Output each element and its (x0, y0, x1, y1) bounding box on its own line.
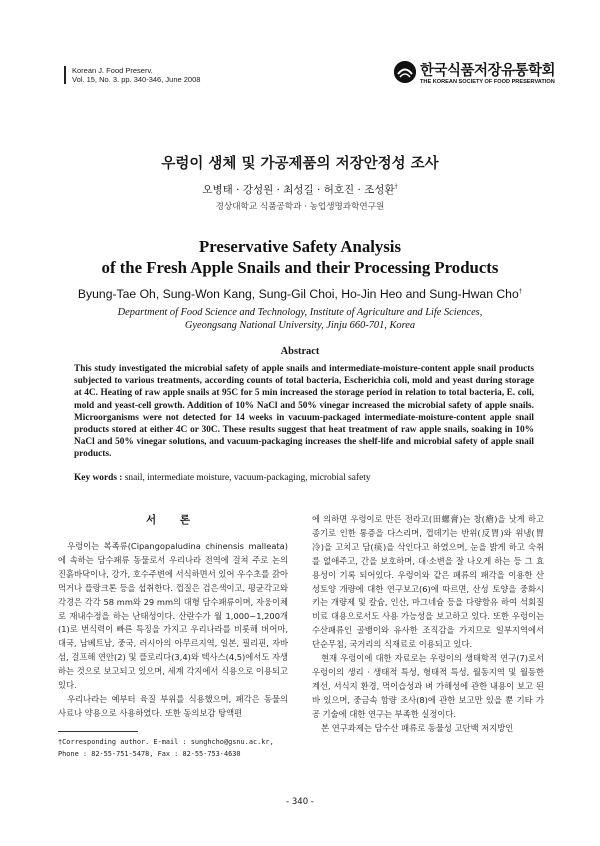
korean-author-names: 오병태 · 강성원 · 최성길 · 허호진 · 조성환 (202, 184, 395, 196)
journal-citation (64, 66, 200, 84)
society-logo (394, 60, 556, 90)
intro-paragraph: 우리나라는 예부터 육질 부위를 식용했으며, 패각은 동물의 사료나 약용으로 사용하였다. 또한 동의보감 탕액편 (58, 693, 288, 718)
intro-paragraph: 현재 우렁이에 대한 자료로는 우렁이의 생태학적 연구(7)로서 우렁이의 생리 · 생태적 특성, 형태적 특성, 월동지역 및 월동한계선, 서식지 환경, 먹이습성과 벼 가해성에 관한 내용이 보고 된바 있으며, 중금속 함량 조사(8)에 관한 보고만 있을 뿐 기타 가공 기술에 대한 연구는 부족한 실정이다. (312, 653, 544, 719)
keywords (74, 473, 371, 483)
corresponding-author-footnote (58, 737, 298, 760)
intro-paragraph: 본 연구과제는 담수산 패류로 동물성 고단백 저지방인 (321, 722, 514, 733)
right-column (312, 513, 544, 736)
intro-paragraph: 에 의하면 우렁이로 만든 전라고(田螺膏)는 창(瘡)을 낫게 하고 종기로 인한 통증을 다스리며, 껍데기는 반위(反胃)와 위냉(胃冷)을 고치고 담(痰)을 삭인다고 하였으며, 눈을 밝게 하고 숙취를 없애주고, 간을 보호하며, 대·소변을 잘 나오게 하는 등 그 효용성이 기록 되어있다. 우렁이와 같은 패류의 패각을 이용한 산성토양 개량에 대한 연구보고(6)에 따르면, 산성 토양을 중화시키는 개량제 및 칼슘, 인산, 마그네슘 등을 다량함유 하여 석회질비료 대용으로서도 사용 가능성을 보고하고 있다. 또한 우렁이는 수산패류인 골뱅이와 유사한 조직감을 가지므로 일부지역에서 단순무침, 국거리의 식재료로 이용되고 있다. (312, 514, 544, 650)
left-column (58, 540, 288, 721)
english-affiliation-line-1: Department of Food Science and Technology, Institute of Agriculture and Life Sciences, (117, 307, 483, 318)
society-name-english: THE KOREAN SOCIETY OF FOOD PRESERVATION (420, 79, 555, 85)
english-author-names: Byung-Tae Oh, Sung-Won Kang, Sung-Gil Choi, Ho-Jin Heo and Sung-Hwan Cho (77, 287, 519, 301)
english-title-line-1: Preservative Safety Analysis (199, 237, 401, 256)
page-number: - 340 - (286, 797, 314, 807)
footnote-email: †Corresponding author. E-mail : sunghcho@gsnu.ac.kr, (58, 738, 274, 746)
keywords-label: Key words : (74, 473, 123, 483)
footnote-divider (58, 731, 138, 732)
keywords-list: snail, intermediate moisture, vacuum-packaging, microbial safety (124, 473, 371, 483)
corresponding-mark: † (394, 183, 398, 191)
korean-authors (0, 182, 600, 197)
journal-issue: Vol. 15, No. 3. pp. 340-346, June 2008 (72, 75, 201, 84)
abstract-text: This study investigated the microbial safety of apple snails and intermediate-moisture-content apple snail products subjected to various treatments, according counts of total bacteria, Escherichia coli, mold and yeast during storage at 4C. Heating of raw apple snails at 95C for 5 min increased the storage period in relation to total bacteria, E. coli, mold and yeast-cell growth. Addition of 10% NaCl and 50% vinegar increased the microbial safety of apple snails. Microorganisms were not detected for 14 weeks in vacuum-packaged intermediate-moisture-content apple snail products stored at either 4C or 30C. These results suggest that heat treatment of raw apple snails, soaking in 10% NaCl and 50% vinegar solutions, and vacuum-packaging increases the shelf-life and microbial safety of apple snail products. (74, 364, 534, 460)
english-title-line-2: of the Fresh Apple Snails and their Processing Products (101, 258, 499, 277)
korean-title: 우렁이 생체 및 가공제품의 저장안정성 조사 (161, 156, 439, 172)
english-authors (0, 287, 600, 301)
english-corresponding-mark: † (518, 288, 523, 295)
abstract-heading: Abstract (280, 346, 320, 357)
english-affiliation (0, 306, 600, 332)
korean-affiliation: 경상대학교 식품공학과 · 농업생명과학연구원 (215, 202, 385, 212)
intro-paragraph: 우렁이는 복족류(Cipangopaludina chinensis malleata)에 속하는 담수패류 동물로서 우리나라 전역에 걸쳐 주로 논의 진흙바닥이나, 강가, 호수주변에 서식하면서 있어 우수초를 갉아먹거나 플랑크톤 등을 섭취한다. 껍질은 검은색이고, 평균각고와 각경은 각각 58 mm와 29 mm의 대형 담수패류이며, 자웅이체로 재내수정을 하는 난태성이다. 산란수가 월 1,000~1,200개(1)로 번식력이 빠른 특징을 가지고 우리나라를 비롯해 버어마, 대국, 남베트남, 중국, 러시아의 아무르지역, 일본, 필리핀, 자바섬, 걸프해 연안(2) 및 플로리다(3,4)와 텍사스(4,5)에서도 자생하는 것으로 보고되고 있으며, 세계 각지에서 식용으로 이용되고 있다. (58, 541, 288, 691)
society-logo-icon (394, 61, 416, 83)
journal-name: Korean J. Food Preserv. (72, 66, 153, 75)
english-title (0, 236, 600, 278)
footnote-phone: Phone : 82-55-751-5478, Fax : 82-55-753-4630 (58, 749, 241, 758)
english-affiliation-line-2: Gyeongsang National University, Jinju 660-701, Korea (184, 320, 416, 331)
introduction-heading: 서 론 (146, 514, 200, 526)
society-name-korean: 한국식품저장유통학회 (420, 63, 556, 79)
